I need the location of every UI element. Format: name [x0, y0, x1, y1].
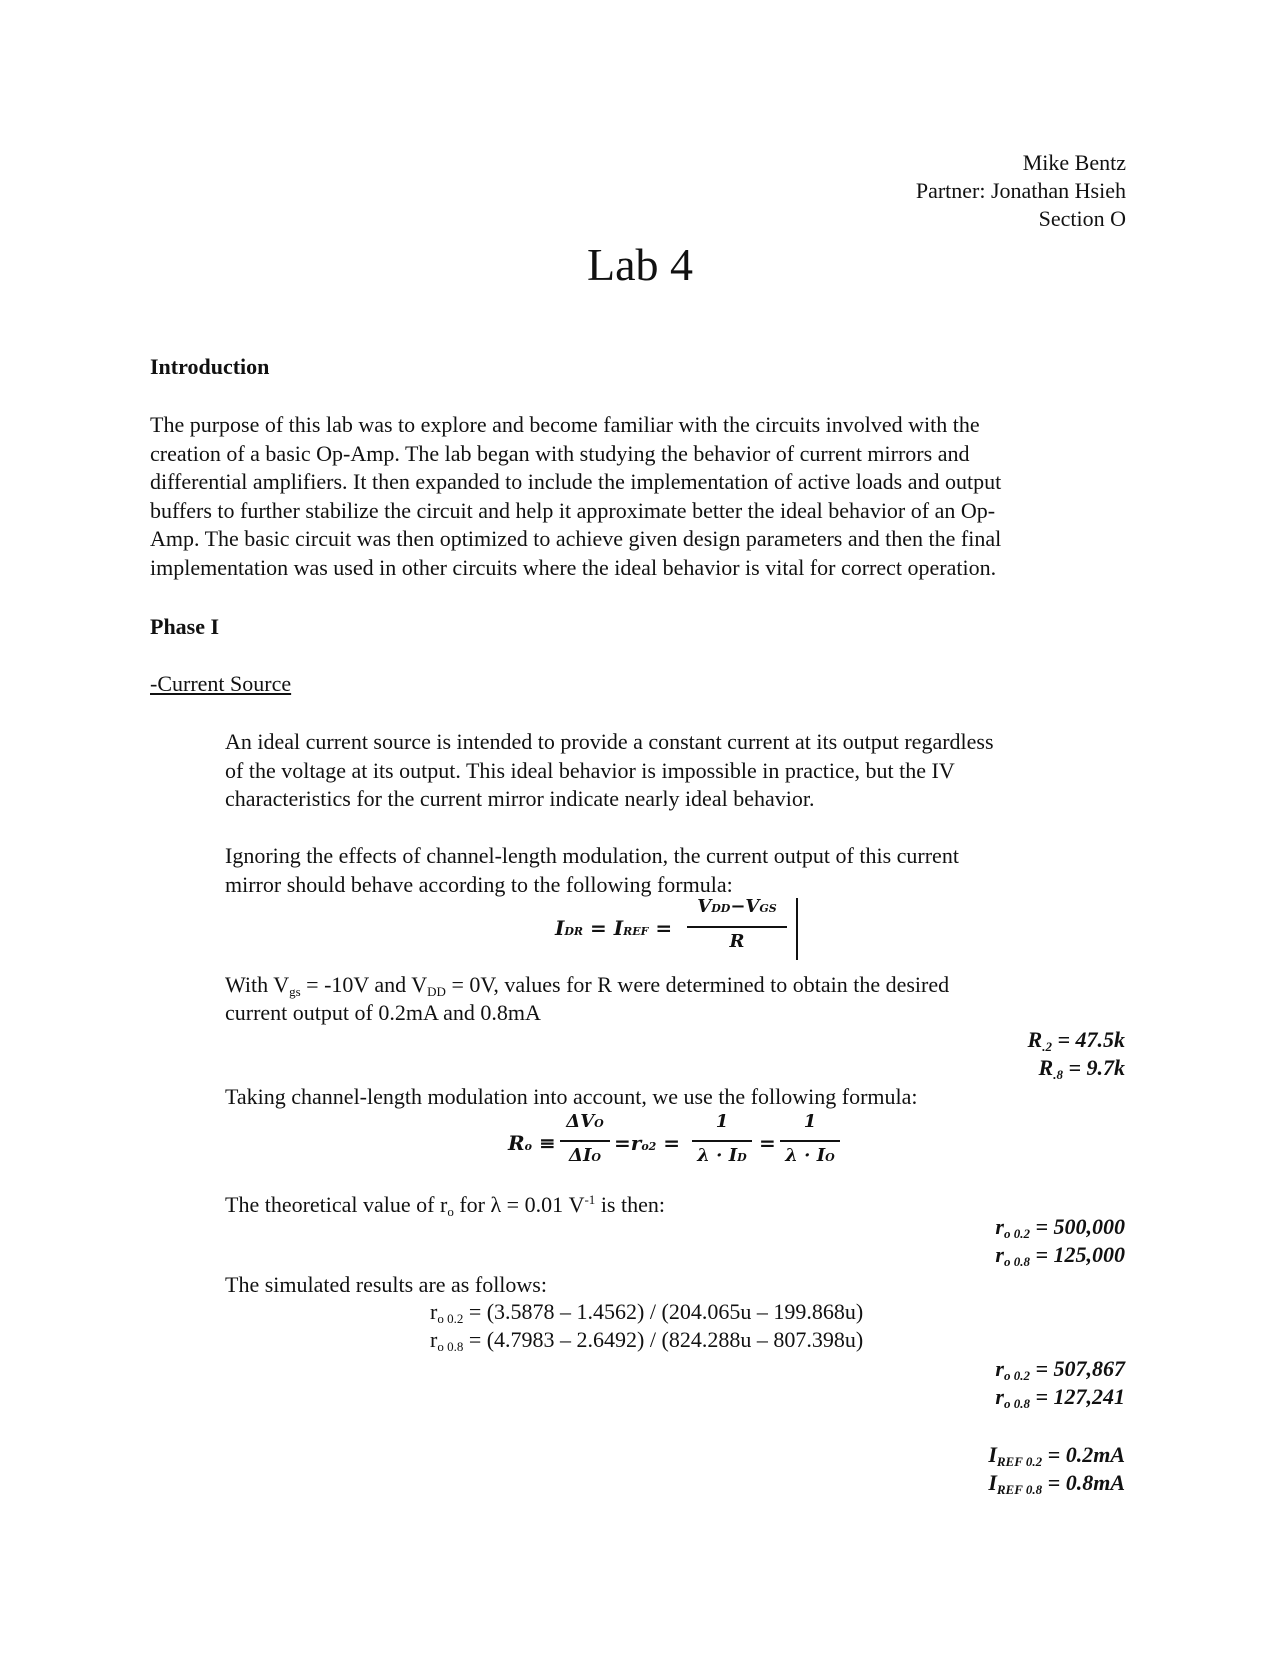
partner-name: Partner: Jonathan Hsieh	[915, 178, 1126, 203]
eq-numerator: VDD−VGS	[697, 896, 777, 917]
clm-line: Taking channel-length modulation into account, we use the following formula:	[225, 1084, 918, 1109]
iref-result-0.2: $I_{REF 0.2} = 0.2mA$	[988, 1442, 1125, 1469]
intro-line: Amp. The basic circuit was then optimized to achieve given design parameters and then the final	[150, 526, 1002, 551]
eq-symbol: I	[555, 916, 565, 940]
sim-calc-0.8: $r_{o 0.8} = (4.7983 - 2.6492) / (824.288u - 807.398u)$	[430, 1327, 864, 1354]
eq-denominator: ΔIO	[569, 1145, 601, 1166]
simulated-intro: The simulated results are as follows:	[225, 1272, 547, 1297]
eq-subscript: DR	[564, 925, 584, 938]
phase1-heading: Phase I	[150, 614, 220, 639]
fraction-bar	[687, 926, 787, 928]
intro-line: differential amplifiers. It then expanded to include the implementation of active loads and output	[150, 469, 1002, 494]
fraction-bar	[780, 1140, 840, 1142]
with-values-line-2: current output of 0.2mA and 0.8mA	[225, 1000, 541, 1025]
sim-calc-0.2: $r_{o 0.2} = (3.5878 - 1.4562) / (204.065u - 199.868u)$	[430, 1299, 864, 1326]
with-values-line: With $V_{gs} = -10V$ and $V_{DD} = 0V$, values for R were determined to obtain the desired	[225, 972, 950, 999]
paragraph-line: An ideal current source is intended to provide a constant current at its output regardless	[225, 729, 994, 754]
eq-denominator: λ · ID	[697, 1145, 747, 1166]
eq-symbol: I	[613, 916, 624, 940]
eq-numerator: ΔVO	[566, 1111, 604, 1132]
eq-numerator: 1	[715, 1111, 729, 1132]
paragraph-line: Ignoring the effects of channel-length modulation, the current output of this current	[225, 843, 959, 868]
eq-denominator: R	[729, 931, 745, 952]
iref-result-0.8: $I_{REF 0.8} = 0.8mA$	[988, 1470, 1125, 1497]
intro-line: buffers to further stabilize the circuit and help it approximate better the ideal behavior of an Op-	[150, 497, 996, 523]
eq-denominator: λ · IO	[785, 1145, 835, 1166]
eq-operator: =	[590, 916, 607, 940]
fraction-bar	[692, 1140, 752, 1142]
theory-result-0.2: $r_{o 0.2} = 500,000$	[995, 1214, 1125, 1241]
r-result-0.8: $R_{.8} = 9.7k$	[1038, 1055, 1125, 1082]
intro-line: The purpose of this lab was to explore and become familiar with the circuits involved with the	[150, 412, 980, 437]
eq-subscript: REF	[623, 925, 649, 938]
paragraph-line: characteristics for the current mirror indicate nearly ideal behavior.	[225, 786, 815, 811]
current-mirror-equation	[555, 896, 815, 962]
theoretical-line: The theoretical value of $r_o$ for λ = 0.01 $V^{-1}$ is then:	[225, 1192, 665, 1219]
output-resistance-equation: Ro ≡ ΔVO ΔIO =ro2 = 1 λ · ID = 1 λ · IO	[508, 1111, 848, 1175]
author-name: Mike Bentz	[1022, 150, 1126, 175]
paragraph-line: of the voltage at its output. This ideal behavior is impossible in practice, but the IV	[225, 757, 955, 783]
fraction-bar	[560, 1140, 610, 1142]
ideal-source-paragraph	[225, 728, 994, 814]
theory-result-0.8: $r_{o 0.8} = 125,000$	[995, 1242, 1125, 1269]
current-source-subheading: -Current Source	[150, 671, 292, 696]
sim-result-0.8: $r_{o 0.8} = 127,241$	[995, 1384, 1125, 1411]
eq-numerator: 1	[803, 1111, 817, 1132]
formula-intro-paragraph	[225, 842, 959, 899]
eq-operator: =	[655, 916, 673, 940]
sim-result-0.2: $r_{o 0.2} = 507,867$	[995, 1356, 1125, 1383]
paragraph-line: mirror should behave according to the following formula:	[225, 871, 733, 897]
evaluation-bar	[796, 898, 798, 960]
intro-line: creation of a basic Op-Amp. The lab began with studying the behavior of current mirrors and	[150, 440, 970, 466]
section-label: Section O	[1038, 206, 1126, 231]
intro-heading: Introduction	[150, 354, 270, 379]
page-title: Lab 4	[586, 239, 693, 290]
r-result-0.2: $R_{.2} = 47.5k$	[1027, 1027, 1125, 1054]
intro-line: implementation was used in other circuits where the ideal behavior is vital for correct operation.	[150, 554, 997, 580]
intro-paragraph	[150, 411, 1001, 582]
